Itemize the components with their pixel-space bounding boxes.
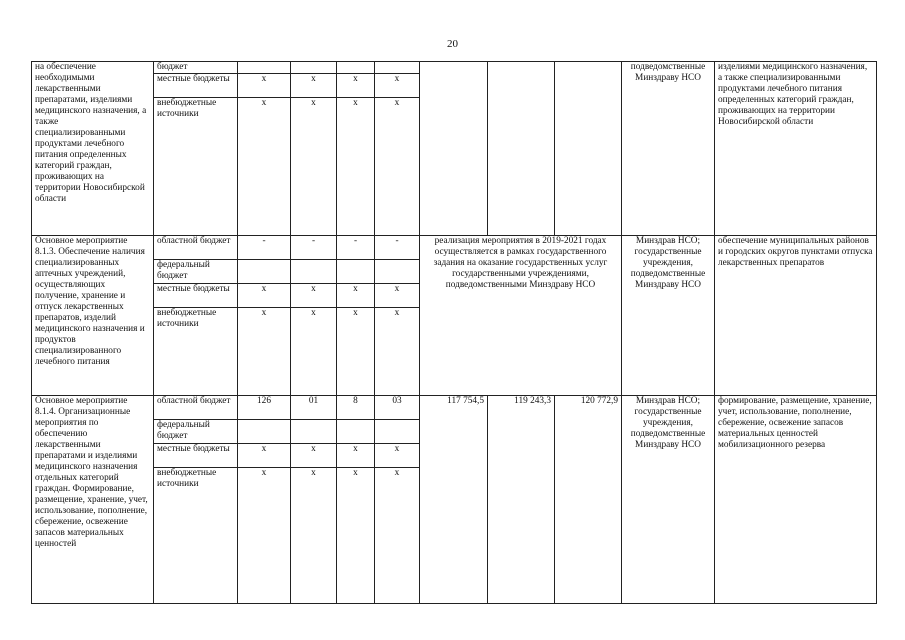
code-cell: х — [238, 98, 291, 236]
amount-2021 — [555, 62, 622, 236]
code-cell: х — [238, 74, 291, 98]
code-cell — [291, 62, 337, 74]
funding-source: областной бюджет — [154, 396, 238, 420]
code-cell — [291, 260, 337, 284]
code-cell: х — [291, 74, 337, 98]
code-cell: х — [238, 284, 291, 308]
table-row — [32, 236, 877, 260]
code-cell — [238, 62, 291, 74]
code-cell: 8 — [337, 396, 375, 420]
table-row — [32, 396, 877, 420]
amount-2020 — [488, 62, 555, 236]
amount-2020: 119 243,3 — [488, 396, 555, 604]
measure-description: на обеспечение необходимыми лекарственными препаратами, изделиями медицинского назначения, а также специализированными продуктами лечебного питания определенных категорий граждан, проживающих на территории Новосибирской области — [32, 62, 154, 236]
executor: Минздрав НСО; государственные учреждения, подведомственные Минздраву НСО — [622, 396, 715, 604]
code-cell: х — [375, 284, 420, 308]
code-cell: х — [375, 98, 420, 236]
code-cell: - — [238, 236, 291, 260]
code-cell: х — [291, 98, 337, 236]
code-cell: - — [291, 236, 337, 260]
code-cell: х — [337, 74, 375, 98]
code-cell: - — [337, 236, 375, 260]
code-cell: х — [375, 74, 420, 98]
code-cell — [337, 420, 375, 444]
code-cell: х — [291, 468, 337, 604]
measure-description: Основное мероприятие 8.1.4. Организационные мероприятия по обеспечению лекарственными препаратами и изделиями медицинского назначения отдельных категорий граждан. Формирование, размещение, хранение, учет, использование, пополнение, сбережение, освежение запасов материальных ценностей — [32, 396, 154, 604]
code-cell: х — [238, 308, 291, 396]
funding-source: внебюджетные источники — [154, 468, 238, 604]
code-cell: х — [337, 444, 375, 468]
funding-source: местные бюджеты — [154, 74, 238, 98]
code-cell: х — [337, 98, 375, 236]
measure-description: Основное мероприятие 8.1.3. Обеспечение наличия специализированных аптечных учреждений, осуществляющих получение, хранение и отпуск лекарственных препаратов, изделий медицинского назначения и продуктов специализированного лечебного питания — [32, 236, 154, 396]
code-cell: х — [238, 444, 291, 468]
funding-source: местные бюджеты — [154, 284, 238, 308]
funding-source: областной бюджет — [154, 236, 238, 260]
executor: подведомственные Минздраву НСО — [622, 62, 715, 236]
implementation-note: реализация мероприятия в 2019-2021 годах осуществляется в рамках государственного задания на оказание государственных услуг государственными учреждениями, подведомственными Минздраву НСО — [420, 236, 622, 396]
code-cell — [238, 420, 291, 444]
funding-source: местные бюджеты — [154, 444, 238, 468]
funding-source: внебюджетные источники — [154, 308, 238, 396]
code-cell: - — [375, 236, 420, 260]
code-cell: х — [291, 444, 337, 468]
funding-source: федеральный бюджет — [154, 420, 238, 444]
code-cell — [337, 260, 375, 284]
executor: Минздрав НСО; государственные учреждения, подведомственные Минздраву НСО — [622, 236, 715, 396]
expected-result: формирование, размещение, хранение, учет, использование, пополнение, сбережение, освежение запасов материальных ценностей мобилизационного резерва — [715, 396, 877, 604]
program-table — [31, 61, 877, 604]
amount-2019: 117 754,5 — [420, 396, 488, 604]
code-cell — [375, 260, 420, 284]
code-cell — [238, 260, 291, 284]
funding-source: бюджет — [154, 62, 238, 74]
table-row — [32, 62, 877, 74]
code-cell: х — [238, 468, 291, 604]
code-cell — [375, 62, 420, 74]
page-number: 20 — [447, 38, 458, 50]
code-cell — [291, 420, 337, 444]
code-cell: х — [337, 468, 375, 604]
code-cell: 126 — [238, 396, 291, 420]
expected-result: обеспечение муниципальных районов и городских округов пунктами отпуска лекарственных препаратов — [715, 236, 877, 396]
funding-source: федеральный бюджет — [154, 260, 238, 284]
code-cell: х — [337, 284, 375, 308]
amount-2019 — [420, 62, 488, 236]
code-cell — [337, 62, 375, 74]
code-cell: х — [291, 308, 337, 396]
code-cell: х — [375, 308, 420, 396]
code-cell: 01 — [291, 396, 337, 420]
code-cell: х — [375, 444, 420, 468]
code-cell — [375, 420, 420, 444]
code-cell: 03 — [375, 396, 420, 420]
code-cell: х — [375, 468, 420, 604]
code-cell: х — [291, 284, 337, 308]
amount-2021: 120 772,9 — [555, 396, 622, 604]
expected-result: изделиями медицинского назначения, а также специализированными продуктами лечебного питания определенных категорий граждан, проживающих на территории Новосибирской области — [715, 62, 877, 236]
funding-source: внебюджетные источники — [154, 98, 238, 236]
code-cell: х — [337, 308, 375, 396]
